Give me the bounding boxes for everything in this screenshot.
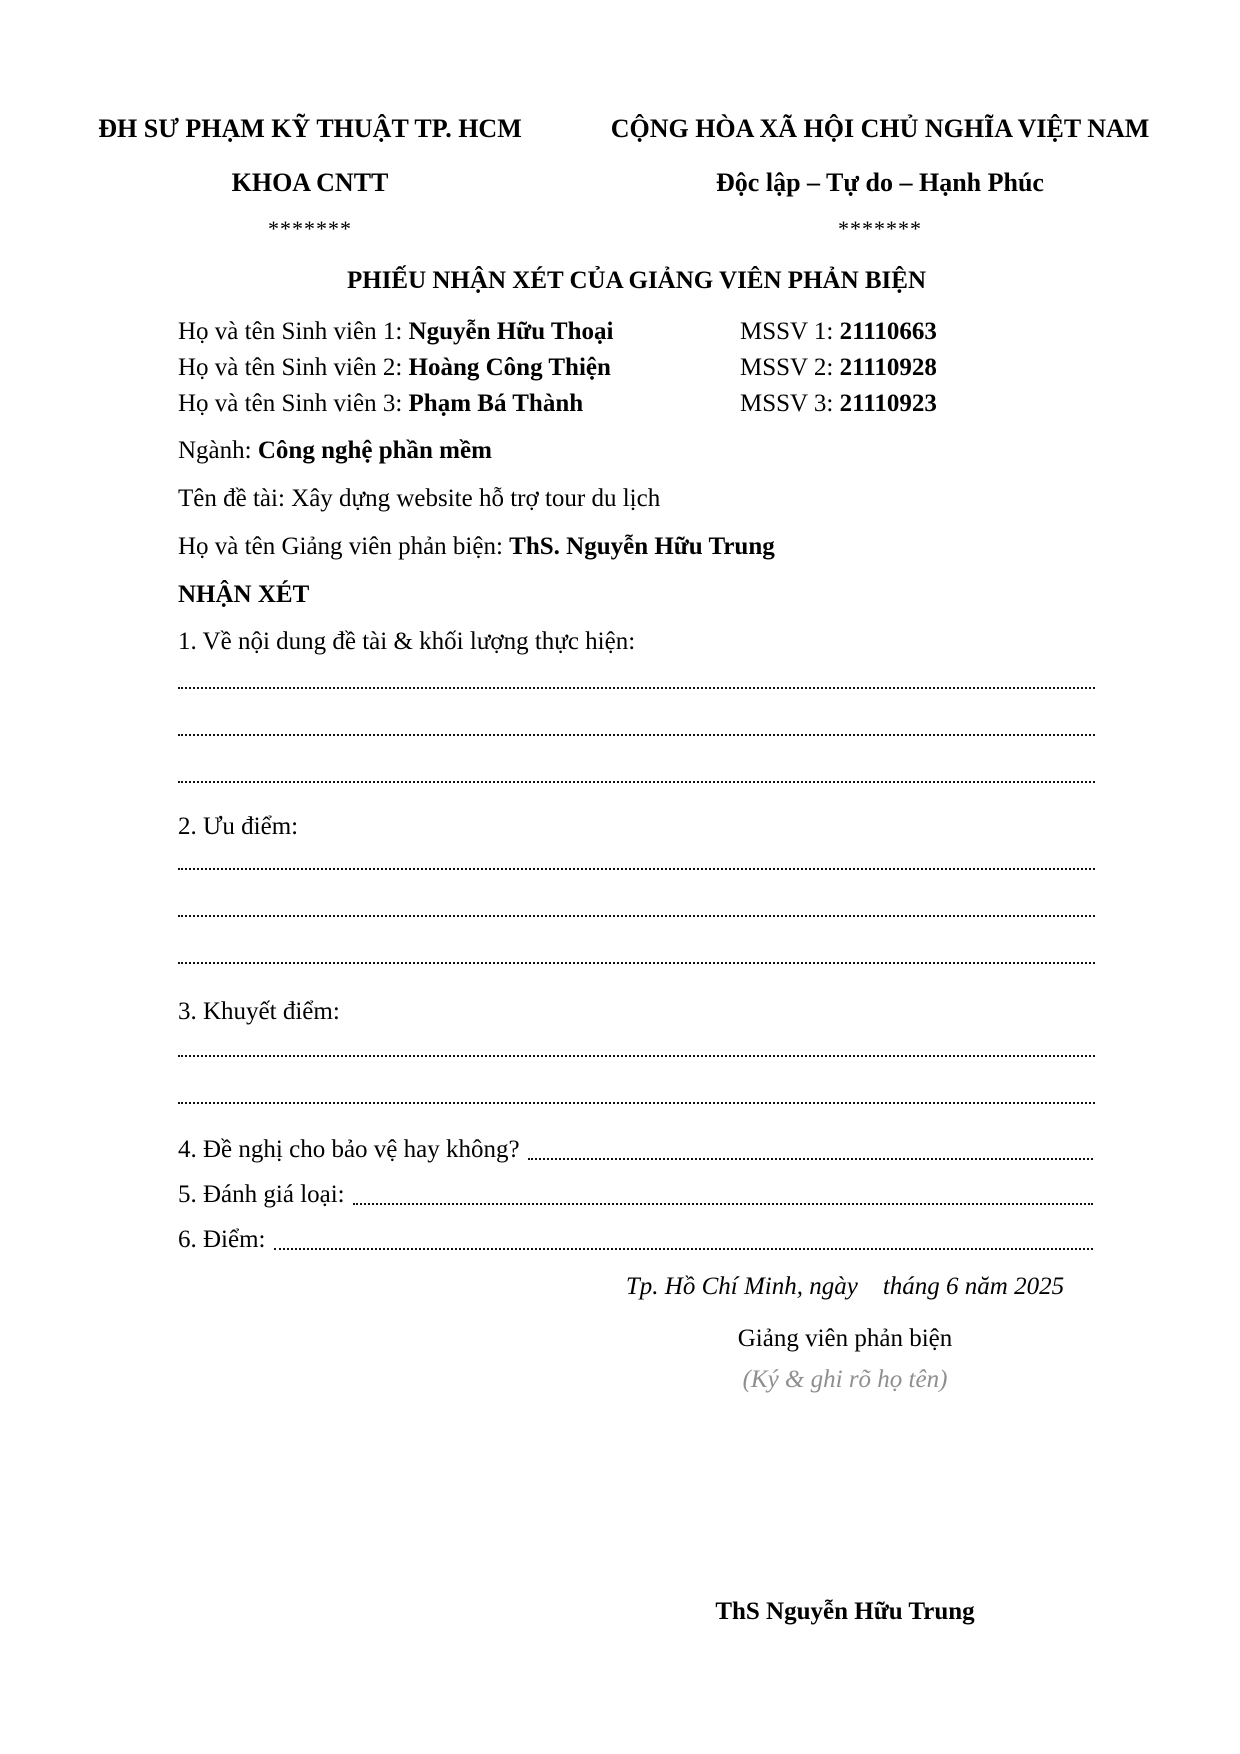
dotted-leader — [274, 1223, 1094, 1250]
review-section-heading: NHẬN XÉT — [178, 581, 310, 608]
major-value: Công nghệ phần mềm — [257, 437, 492, 464]
student-2-mssv-label: MSSV 2: — [740, 354, 834, 381]
page-title: PHIẾU NHẬN XÉT CỦA GIẢNG VIÊN PHẢN BIỆN — [346, 267, 927, 294]
student-row-2 — [178, 350, 1095, 386]
review-item-3: 3. Khuyết điểm: — [178, 998, 340, 1025]
date-line: Tp. Hồ Chí Minh, ngày tháng 6 năm 2025 — [625, 1273, 1065, 1300]
student-3-name-cell — [178, 386, 740, 422]
national-motto: Độc lập – Tự do – Hạnh Phúc — [716, 168, 1044, 197]
dotted-leader — [353, 1178, 1093, 1205]
major-line — [178, 434, 1095, 468]
student-1-mssv-cell — [740, 314, 1095, 350]
student-3-mssv-value: 21110923 — [839, 390, 937, 417]
header-left-stars: ******* — [268, 216, 352, 241]
student-row-3 — [178, 386, 1095, 422]
reviewer-value: ThS. Nguyễn Hữu Trung — [509, 533, 775, 560]
student-3-name: Phạm Bá Thành — [408, 390, 584, 417]
review-item-4-label: 4. Đề nghị cho bảo vệ hay không? — [178, 1136, 520, 1163]
student-1-name: Nguyễn Hữu Thoại — [408, 318, 614, 345]
student-row-1 — [178, 314, 1095, 350]
review-item-6 — [178, 1223, 1095, 1257]
signature-block — [450, 1270, 1240, 1629]
review-item-4 — [178, 1133, 1095, 1167]
student-1-mssv-value: 21110663 — [839, 318, 937, 345]
reviewer-line — [178, 530, 1095, 564]
review-item-5 — [178, 1178, 1095, 1212]
dotted-line — [178, 734, 1095, 736]
signature-role: Giảng viên phản biện — [737, 1325, 953, 1352]
signature-note: (Ký & ghi rõ họ tên) — [742, 1366, 948, 1393]
dotted-line — [178, 868, 1095, 870]
topic-value: Xây dựng website hỗ trợ tour du lịch — [291, 485, 661, 512]
review-item-6-label: 6. Điểm: — [178, 1226, 266, 1253]
student-1-name-cell — [178, 314, 740, 350]
dotted-line — [178, 1102, 1095, 1104]
student-2-name: Hoàng Công Thiện — [408, 354, 611, 381]
student-2-label: Họ và tên Sinh viên 2: — [178, 354, 403, 381]
topic-line — [178, 482, 1095, 516]
dotted-leader — [528, 1133, 1093, 1160]
dotted-line — [178, 687, 1095, 689]
student-2-mssv-cell — [740, 350, 1095, 386]
student-2-name-cell — [178, 350, 740, 386]
reviewer-label: Họ và tên Giảng viên phản biện: — [178, 533, 503, 560]
dotted-line — [178, 1055, 1095, 1057]
major-label: Ngành: — [178, 437, 252, 464]
student-3-label: Họ và tên Sinh viên 3: — [178, 390, 403, 417]
review-item-2: 2. Ưu điểm: — [178, 813, 299, 840]
dotted-line — [178, 962, 1095, 964]
review-item-5-label: 5. Đánh giá loại: — [178, 1181, 345, 1208]
faculty-name: KHOA CNTT — [231, 168, 389, 197]
country-name: CỘNG HÒA XÃ HỘI CHỦ NGHĨA VIỆT NAM — [610, 114, 1150, 143]
signature-name: ThS Nguyễn Hữu Trung — [715, 1598, 975, 1625]
header-right-block — [585, 112, 1175, 244]
document-header — [0, 0, 1240, 244]
university-name: ĐH SƯ PHẠM KỸ THUẬT TP. HCM — [98, 114, 522, 143]
dotted-line — [178, 915, 1095, 917]
header-left-block — [90, 112, 530, 244]
student-1-label: Họ và tên Sinh viên 1: — [178, 318, 403, 345]
dotted-line — [178, 781, 1095, 783]
student-2-mssv-value: 21110928 — [839, 354, 937, 381]
header-right-stars: ******* — [838, 216, 922, 241]
topic-label: Tên đề tài: — [178, 485, 285, 512]
student-1-mssv-label: MSSV 1: — [740, 318, 834, 345]
document-body — [178, 314, 1095, 1257]
review-item-1: 1. Về nội dung đề tài & khối lượng thực hiện: — [178, 628, 636, 655]
student-3-mssv-cell — [740, 386, 1095, 422]
student-3-mssv-label: MSSV 3: — [740, 390, 834, 417]
